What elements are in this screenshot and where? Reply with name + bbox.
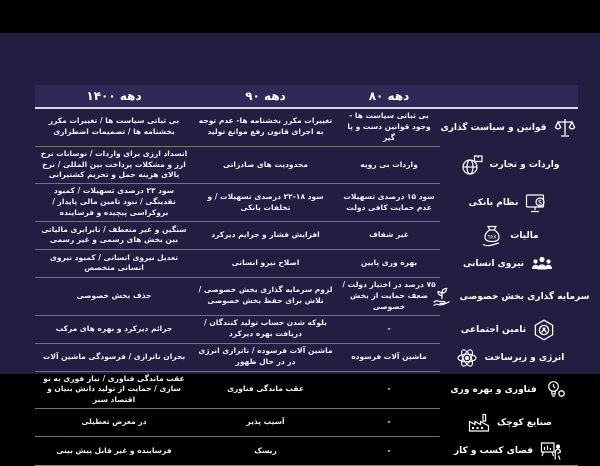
cell-d80: بهره وری پایین	[338, 250, 440, 278]
category-label: نیروی انسانی	[462, 258, 525, 269]
cell-d80: واردات بی رویه	[338, 147, 440, 185]
cell-d1400: سنگین و غیر منعطف / نابرابری مالیاتی بین بخش های رسمی و غیر رسمی	[35, 222, 193, 250]
category-cell-banking	[440, 184, 578, 222]
cell-d1400: بی ثباتی سیاست ها / تغییرات مکرر بخشنامه ها / تصمیمات اضطراری	[35, 109, 193, 147]
cell-d80: سود ۱۵ درصدی تسهیلات عدم حمایت کافی دولت	[338, 184, 440, 222]
category-label: تامین اجتماعی	[460, 324, 527, 335]
table-row	[35, 222, 578, 250]
category-cell-business	[440, 437, 578, 465]
table-row	[35, 344, 578, 372]
category-label: واردات و تجارت	[489, 160, 560, 171]
presenter-board-icon	[538, 438, 564, 464]
cell-d90: لزوم سرمایه گذاری بخش خصوصی / تلاش برای حفظ بخش خصوصی	[193, 278, 338, 316]
cell-d1400: در معرض تعطیلی	[35, 409, 193, 437]
cell-d90: ماشین آلات فرسوده / ناترازی انرژی در در حال ظهور	[193, 344, 338, 372]
cell-d80: ماشین آلات فرسوده	[338, 344, 440, 372]
cell-d90: تغییرات مکرر بخشنامه ها- عدم توجه به اجرای قانون رفع موانع تولید	[193, 109, 338, 147]
cell-d90: آسیب پذیر	[193, 409, 338, 437]
header-decade-1400: دهه ۱۴۰۰	[86, 89, 142, 103]
cell-d80: ۷۵ درصد در اختیار دولت / ضعف حمایت از بخش خصوصی	[338, 278, 440, 316]
cell-d1400: جرائم دیرکرد و بهره های مرکب	[35, 316, 193, 344]
category-cell-social-security	[440, 316, 578, 344]
table-row	[35, 109, 578, 147]
cell-d80: غیر شفاف	[338, 222, 440, 250]
globe-trade-icon	[459, 152, 485, 178]
category-label: فناوری و بهره وری	[450, 385, 537, 396]
category-cell-laws	[440, 109, 578, 147]
bulb-gear-icon	[542, 377, 568, 403]
table-row	[35, 278, 590, 316]
table-row	[35, 409, 578, 437]
scales-icon	[552, 115, 578, 141]
category-cell-hr	[440, 250, 578, 278]
category-cell-trade	[440, 147, 578, 185]
svg-text:$: $	[538, 198, 543, 207]
cell-d80: -	[338, 316, 440, 344]
category-cell-tax	[440, 222, 578, 250]
category-label: فضای کسب و کار	[453, 446, 534, 457]
category-cell-small-industries	[440, 409, 578, 437]
infographic-background	[0, 33, 600, 457]
category-label: صنایع کوچک	[497, 418, 552, 429]
cell-d1400: حذف بخش خصوصی	[35, 278, 193, 316]
category-label: نظام بانکی	[468, 198, 519, 209]
table-row	[35, 184, 578, 222]
cell-d80: -	[338, 409, 440, 437]
category-label: انرژی و زیرساخت	[484, 352, 565, 363]
table-row	[35, 147, 578, 185]
category-label: سرمایه گذاری بخش خصوصی	[459, 291, 590, 302]
table-row	[35, 437, 578, 465]
cell-d1400: تعدیل نیروی انسانی / کمبود نیروی انسانی متخصص	[35, 250, 193, 278]
cell-d90: اصلاح نیرو انسانی	[193, 250, 338, 278]
banking-icon	[523, 190, 549, 216]
table-row	[35, 372, 578, 410]
cell-d90: محدودیت های صادراتی	[193, 147, 338, 185]
category-label: قوانین و سیاست گذاری	[440, 122, 547, 133]
cell-d90: افزایش فشار و جرایم دیرکرد	[193, 222, 338, 250]
table-row	[35, 250, 578, 278]
atom-energy-icon	[454, 345, 480, 371]
category-cell-energy	[440, 344, 578, 372]
cell-d1400: بحران ناترازی / فرسودگی ماشین آلات	[35, 344, 193, 372]
cell-d1400: انسداد ارزی برای واردات / نوسانات نرخ ارز و مشکلات پرداخت بین المللی / نرخ بالای هزینه حمل و تحریم کشتیرانی	[35, 147, 193, 185]
factory-icon	[466, 410, 492, 436]
cell-d90: بلوکه شدن حساب تولید کنندگان / دریافت بهره دیرکرد	[193, 316, 338, 344]
cell-d80: بی ثباتی سیاست ها - وجود قوانین دست و پا گیر	[338, 109, 440, 147]
cell-d80: -	[338, 372, 440, 410]
table-row	[35, 316, 578, 344]
cell-d90: ریسک	[254, 445, 277, 455]
category-cell-technology	[440, 372, 578, 410]
table-header-row	[35, 85, 578, 109]
svg-text:TAX: TAX	[487, 235, 497, 241]
people-icon	[529, 251, 555, 277]
header-decade-90: دهه ۹۰	[245, 89, 286, 103]
header-decade-80: دهه ۸۰	[368, 89, 410, 103]
cell-d90: سود ۱۸-۲۲ درصدی تسهیلات / و تخلفات بانکی	[193, 184, 338, 222]
category-label: مالیات	[510, 230, 539, 241]
category-cell-investment	[440, 278, 590, 316]
cell-d90: عقب ماندگی فناوری	[193, 372, 338, 410]
decade-comparison-table	[35, 85, 590, 466]
cell-d80: -	[387, 445, 391, 455]
cell-d1400: فرساینده و غیر قابل پیش بینی	[56, 445, 172, 455]
cell-d1400: سود ۲۳ درصدی تسهیلات / کمبود نقدینگی / نبود تامین مالی پایدار / بروکراسی پیچیده و فرساینده	[35, 184, 193, 222]
tax-bag-icon	[479, 223, 505, 249]
social-security-icon	[531, 317, 557, 343]
cell-d1400: عقب ماندگی فناوری / نیاز فوری به نو سازی / حمایت از تولید دانش بنیان و اقتصاد سبز	[35, 372, 193, 410]
